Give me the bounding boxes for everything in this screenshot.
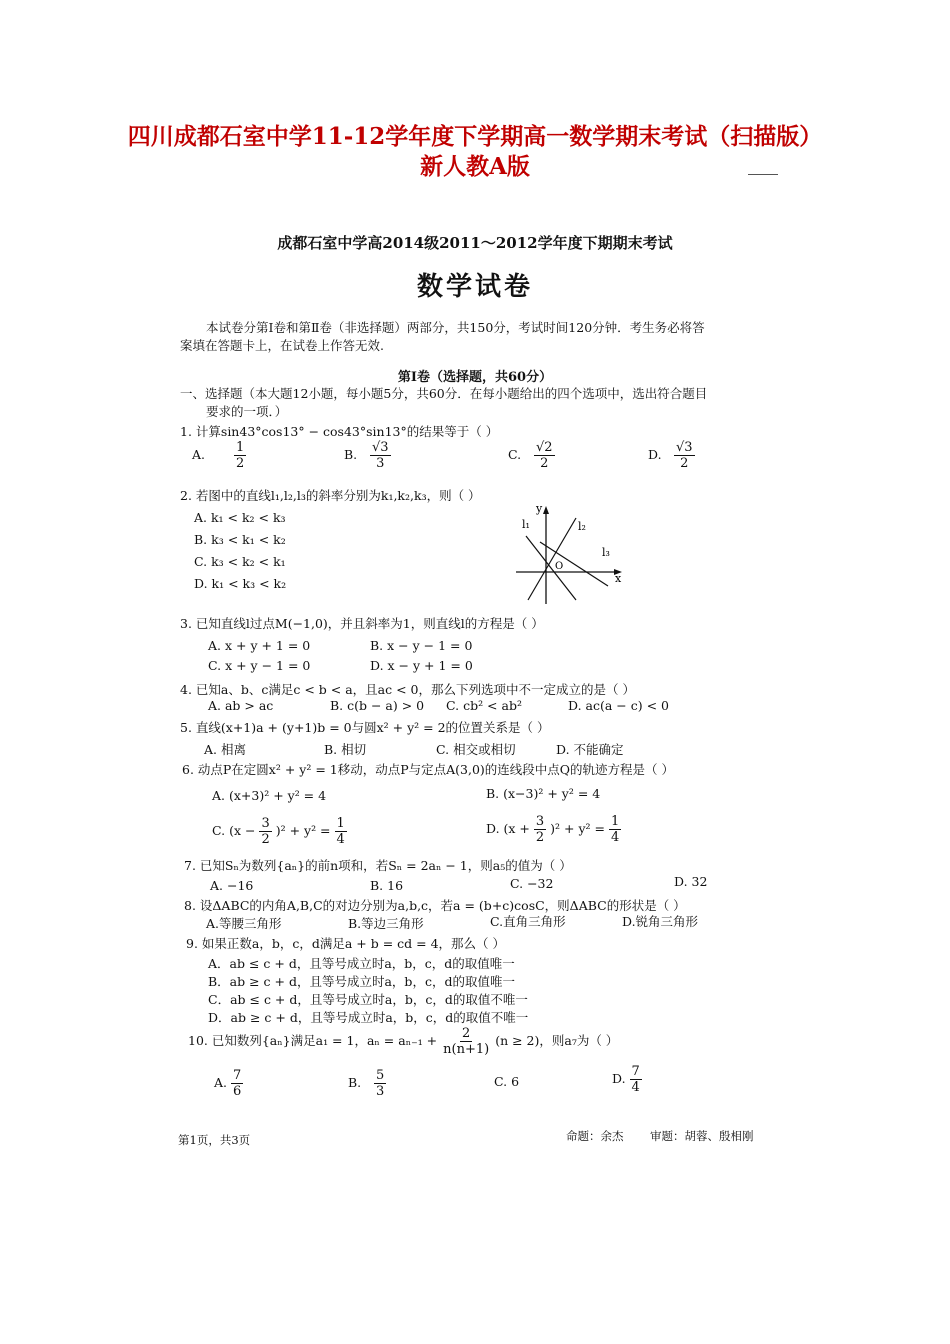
author-credit: 命题：余杰 (566, 1129, 624, 1143)
page-number: 第1页，共3页 (178, 1133, 251, 1147)
question-6-option-c: C. (x − $\frac{3}{2}$ )² + y² = $\frac{1}{4}$ (212, 816, 345, 847)
question-10-stem: 10. 已知数列{aₙ}满足a₁ = 1，aₙ = aₙ₋₁ + $\frac{2}{n(n+1)}$ (n ≥ 2)，则a₇为（ ） (188, 1026, 619, 1057)
question-8-option-a: A.等腰三角形 (206, 916, 282, 931)
part-heading-1: 一、选择题（本大题12小题，每小题5分，共60分．在每小题给出的四个选项中，选出符合题目 (180, 386, 708, 401)
question-9-option-a: A．ab ≤ c + d，且等号成立时a，b，c，d的取值唯一 (208, 956, 515, 971)
question-4-option-c: C. cb² < ab² (446, 698, 522, 713)
l1-label: l₁ (522, 518, 530, 531)
question-6-option-d: D. (x + $\frac{3}{2}$ )² + y² = $\frac{1}{4}$ (486, 814, 620, 845)
l2-label: l₂ (578, 520, 586, 533)
document-title: 四川成都石室中学11-12学年度下学期高一数学期末考试（扫描版）新人教A版 (127, 123, 823, 180)
question-8-option-d: D.锐角三角形 (622, 914, 699, 929)
reviewer-credit: 审题：胡蓉、殷相刚 (650, 1129, 754, 1143)
question-9-option-b: B．ab ≥ c + d，且等号成立时a，b，c，d的取值唯一 (208, 974, 515, 989)
question-1-option-b: B. $\frac{√3}{3}$ (344, 440, 389, 471)
y-axis-label: y (536, 502, 543, 515)
intro-line-2: 案填在答题卡上，在试卷上作答无效. (180, 338, 384, 353)
question-5-option-b: B. 相切 (324, 742, 367, 757)
question-2-option-d: D. k₁ < k₃ < k₂ (194, 576, 287, 591)
part-heading-2: 要求的一项．） (206, 404, 288, 419)
question-10-option-a: A. $\frac{7}{6}$ (214, 1068, 242, 1099)
question-2-option-c: C. k₃ < k₂ < k₁ (194, 554, 286, 569)
school-line: 成都石室中学高2014级2011～2012学年度下期期末考试 (277, 234, 673, 252)
question-2-option-b: B. k₃ < k₁ < k₂ (194, 532, 286, 547)
question-7-stem: 7. 已知Sₙ为数列{aₙ}的前n项和，若Sₙ = 2aₙ − 1，则a₅的值为（ ） (184, 858, 572, 873)
section-title: 第Ⅰ卷（选择题，共60分） (397, 370, 553, 385)
line-l3 (540, 542, 608, 586)
question-8-option-b: B.等边三角形 (348, 916, 424, 931)
question-5-option-c: C. 相交或相切 (436, 742, 516, 757)
question-3-option-a: A. x + y + 1 = 0 (208, 638, 311, 653)
question-1-stem: 1. 计算sin43°cos13° − cos43°sin13°的结果等于（ ） (180, 424, 499, 439)
question-5-option-a: A. 相离 (204, 742, 246, 757)
question-7-option-c: C. −32 (510, 876, 554, 891)
question-10-option-d: D. $\frac{7}{4}$ (612, 1064, 640, 1095)
question-10-option-c: C. 6 (494, 1074, 520, 1089)
question-2-option-a: A. k₁ < k₂ < k₃ (194, 510, 286, 525)
question-8-option-c: C.直角三角形 (490, 914, 566, 929)
question-4-option-a: A. ab > ac (208, 698, 274, 713)
question-6-option-a: A. (x+3)² + y² = 4 (212, 788, 327, 803)
origin-label: O (555, 561, 564, 572)
question-3-option-d: D. x − y + 1 = 0 (370, 658, 473, 673)
x-axis-label: x (615, 572, 622, 585)
question-3-option-b: B. x − y − 1 = 0 (370, 638, 473, 653)
question-6-option-b: B. (x−3)² + y² = 4 (486, 786, 601, 801)
question-4-stem: 4. 已知a、b、c满足c < b < a，且ac < 0，那么下列选项中不一定成立的是（ ） (180, 682, 635, 697)
question-1-option-a: A. $\frac{1}{2}$ (192, 440, 245, 471)
paper-title: 数学试卷 (416, 272, 533, 302)
y-axis-arrow (543, 506, 549, 514)
question-8-stem: 8. 设ΔABC的内角A,B,C的对边分别为a,b,c，若a = (b+c)cosC，则ΔABC的形状是（ ） (184, 898, 686, 913)
question-1-option-c: C. $\frac{√2}{2}$ (508, 440, 553, 471)
question-9-option-d: D．ab ≥ c + d，且等号成立时a，b，c，d的取值不唯一 (208, 1010, 529, 1025)
question-6-stem: 6. 动点P在定圆x² + y² = 1移动，动点P与定点A(3,0)的连线段中点Q的轨迹方程是（ ） (182, 762, 675, 777)
question-2-stem: 2. 若图中的直线l₁,l₂,l₃的斜率分别为k₁,k₂,k₃，则（ ） (180, 488, 481, 503)
question-5-option-d: D. 不能确定 (556, 742, 624, 757)
question-9-stem: 9. 如果正数a，b，c，d满足a + b = cd = 4，那么（ ） (186, 936, 506, 951)
question-1-option-d: D. $\frac{√3}{2}$ (648, 440, 693, 471)
question-5-stem: 5. 直线(x+1)a + (y+1)b = 0与圆x² + y² = 2的位置关系是（ ） (180, 720, 550, 735)
divider (748, 174, 778, 175)
question-3-option-c: C. x + y − 1 = 0 (208, 658, 311, 673)
question-2-figure (508, 500, 632, 608)
question-4-option-d: D. ac(a − c) < 0 (568, 698, 669, 713)
question-3-stem: 3. 已知直线l过点M(−1,0)，并且斜率为1，则直线l的方程是（ ） (180, 616, 544, 631)
intro-line-1: 本试卷分第Ⅰ卷和第Ⅱ卷（非选择题）两部分，共150分，考试时间120分钟．考生务必将答 (206, 320, 705, 335)
question-4-option-b: B. c(b − a) > 0 (330, 698, 425, 713)
l3-label: l₃ (602, 546, 610, 559)
question-9-option-c: C．ab ≤ c + d，且等号成立时a，b，c，d的取值不唯一 (208, 992, 528, 1007)
question-7-option-a: A. −16 (210, 878, 254, 893)
question-7-option-d: D. 32 (674, 874, 708, 889)
question-7-option-b: B. 16 (370, 878, 404, 893)
line-l2 (528, 518, 576, 600)
question-10-option-b: B. $\frac{5}{3}$ (348, 1068, 385, 1099)
